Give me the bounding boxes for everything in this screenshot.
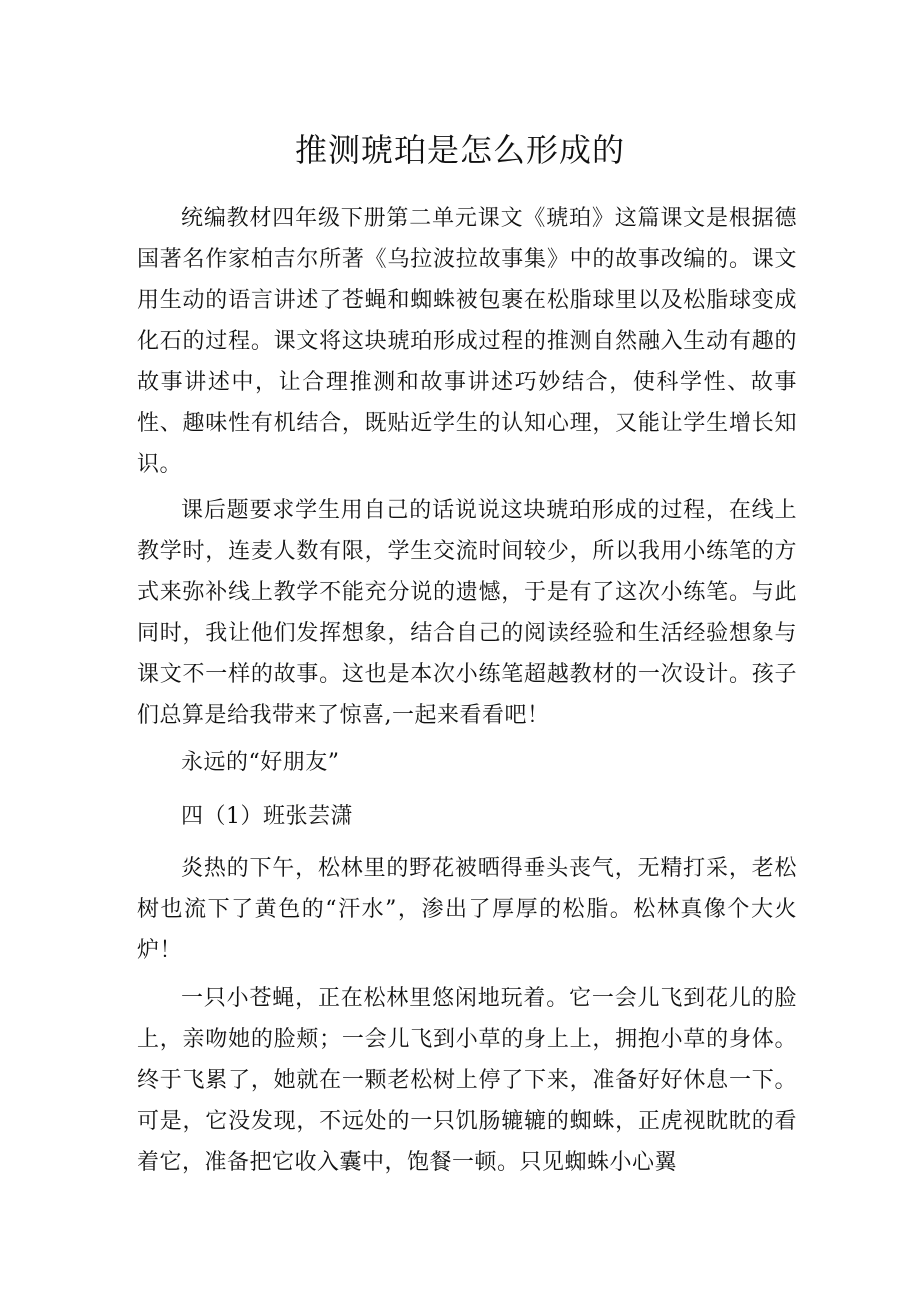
- essay-paragraph-2: 一只小苍蝇，正在松林里悠闲地玩着。它一会儿飞到花儿的脸上，亲吻她的脸颊；一会儿飞到小草的身上上，拥抱小草的身体。终于飞累了，她就在一颗老松树上停了下来，准备好好休息一下。可是，它没发现，不远处的一只饥肠辘辘的蜘蛛，正虎视眈眈的看着它，准备把它收入囊中，饱餐一顿。只见蜘蛛小心翼: [137, 986, 797, 1175]
- essay-author: 四（1）班张芸潇: [181, 804, 353, 829]
- document-title: 推测琥珀是怎么形成的: [294, 131, 625, 169]
- essay-paragraph-1: 炎热的下午，松林里的野花被晒得垂头丧气，无精打采，老松树也流下了黄色的“汗水”，渗出了厚厚的松脂。松林真像个大火炉！: [137, 856, 797, 963]
- intro-paragraph-1: 统编教材四年级下册第二单元课文《琥珀》这篇课文是根据德国著名作家柏吉尔所著《乌拉波拉故事集》中的故事改编的。课文用生动的语言讲述了苍蝇和蜘蛛被包裹在松脂球里以及松脂球变成化石的过程。课文将这块琥珀形成过程的推测自然融入生动有趣的故事讲述中，让合理推测和故事讲述巧妙结合，使科学性、故事性、趣味性有机结合，既贴近学生的认知心理，又能让学生增长知识。: [137, 206, 797, 477]
- intro-paragraph-2: 课后题要求学生用自己的话说说这块琥珀形成的过程，在线上教学时，连麦人数有限，学生交流时间较少，所以我用小练笔的方式来弥补线上教学不能充分说的遗憾，于是有了这次小练笔。与此同时，我让他们发挥想象，结合自己的阅读经验和生活经验想象与课文不一样的故事。这也是本次小练笔超越教材的一次设计。孩子们总算是给我带来了惊喜,一起来看看吧！: [137, 498, 797, 728]
- essay-title: 永远的“好朋友”: [181, 750, 340, 775]
